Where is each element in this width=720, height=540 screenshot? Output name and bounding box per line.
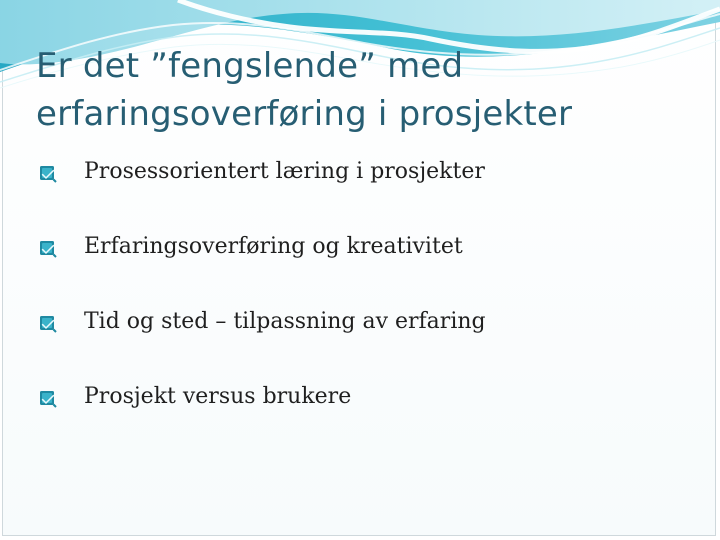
slide-title: [36, 42, 696, 138]
checkbox-bullet-icon: [38, 164, 58, 184]
bullet-text: Prosjekt versus brukere: [84, 384, 352, 409]
slide-title-line-2: erfaringsoverføring i prosjekter: [36, 94, 573, 134]
bullet-text: Tid og sted – tilpassning av erfaring: [84, 309, 486, 334]
bullet-item-3: [38, 300, 678, 375]
checkbox-bullet-icon: [38, 314, 58, 334]
checkbox-bullet-icon: [38, 389, 58, 409]
bullet-list: [38, 150, 678, 450]
slide-title-line-1: Er det ”fengslende” med: [36, 46, 464, 86]
bullet-text: Erfaringsoverføring og kreativitet: [84, 234, 463, 259]
bullet-item-4: [38, 375, 678, 450]
checkbox-bullet-icon: [38, 239, 58, 259]
bullet-text: Prosessorientert læring i prosjekter: [84, 159, 485, 184]
bullet-item-2: [38, 225, 678, 300]
bullet-item-1: [38, 150, 678, 225]
